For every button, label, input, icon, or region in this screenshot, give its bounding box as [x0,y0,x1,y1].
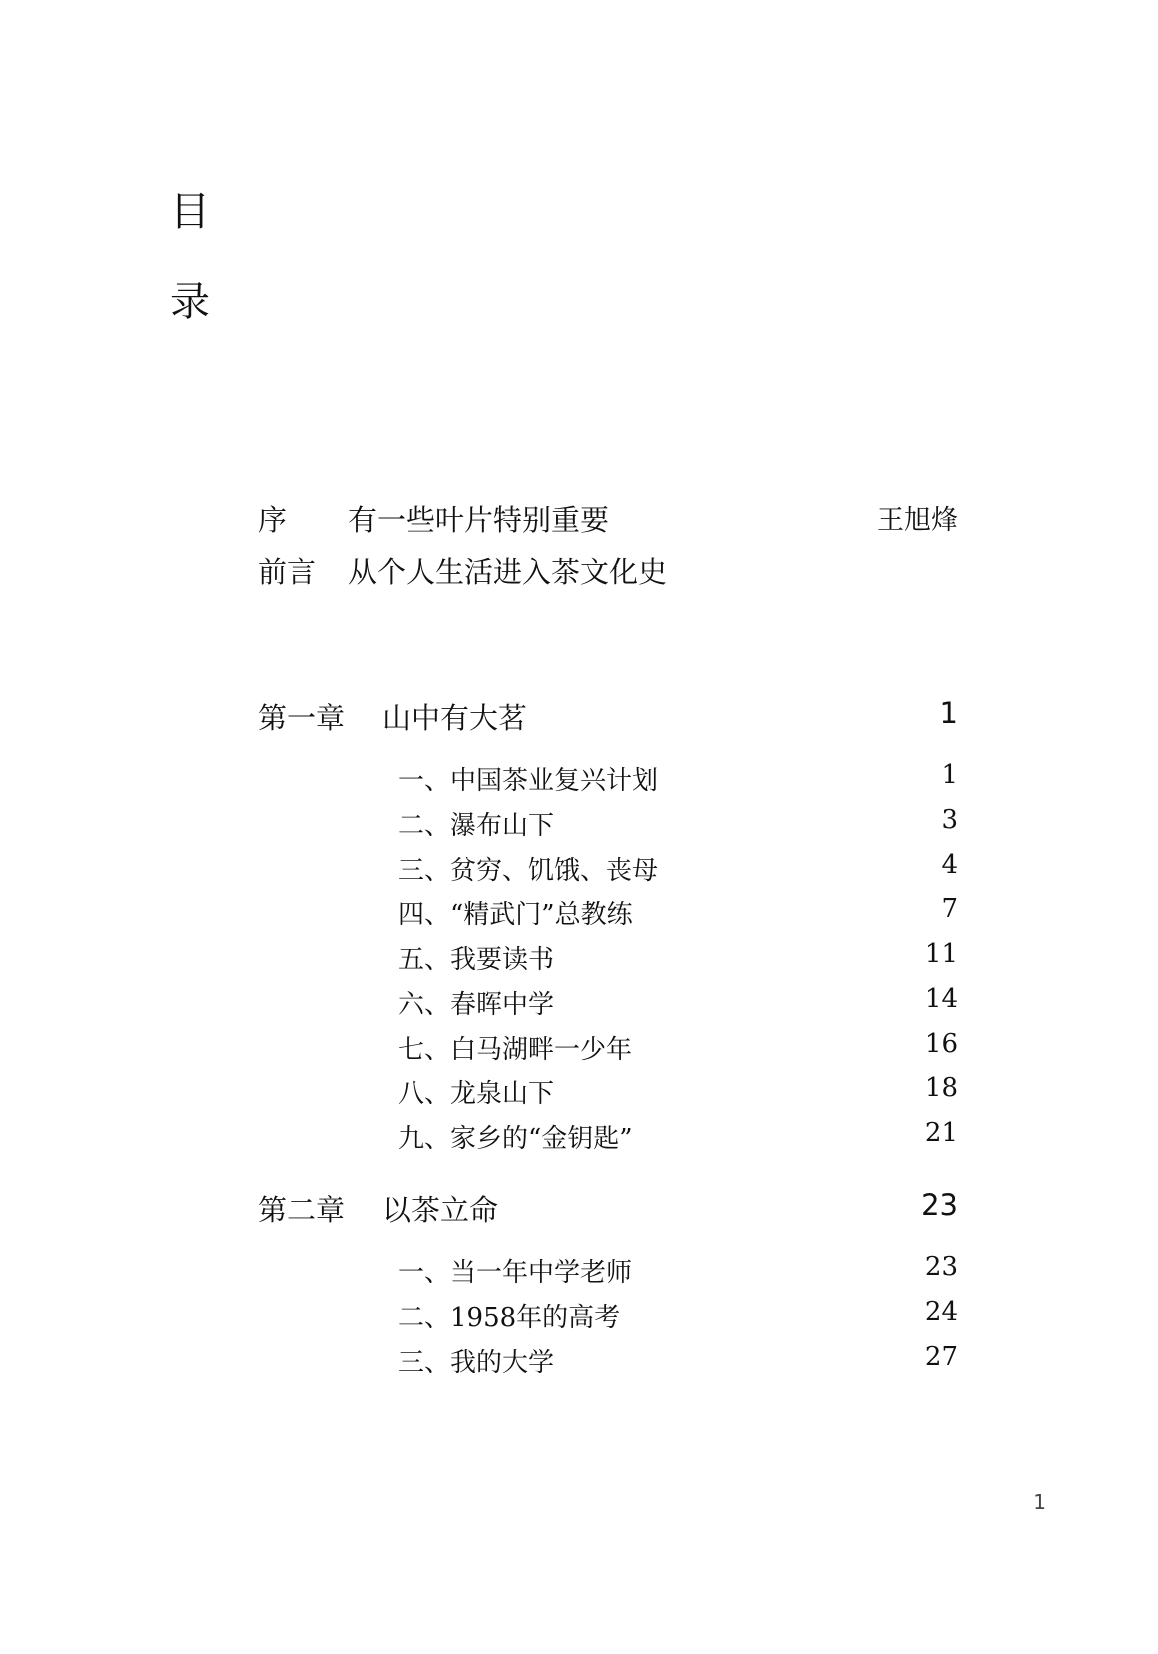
section-page: 18 [924,1073,958,1103]
section-page: 3 [941,805,958,835]
page-number: 1 [1033,1490,1046,1514]
chapter-page: 1 [939,696,958,730]
section-page: 23 [924,1252,958,1282]
section-title: 五、我要读书 [398,945,555,975]
section-page: 1 [941,760,958,790]
section-entry[interactable] [398,805,958,841]
section-entry[interactable] [398,1297,958,1333]
toc-title-char-2: 录 [170,279,210,325]
section-page: 21 [924,1118,958,1148]
section-page: 14 [924,984,958,1014]
chapter-title: 以茶立命 [382,1193,499,1227]
section-title: 二、1958年的高考 [398,1303,621,1333]
section-entry[interactable] [398,1252,958,1288]
section-page: 11 [924,939,958,969]
section-entry[interactable] [398,760,958,796]
section-entry[interactable] [398,939,958,975]
section-page: 16 [924,1029,958,1059]
section-entry[interactable] [398,1073,958,1109]
toc-title-char-1: 目 [170,189,210,235]
section-entry[interactable] [398,984,958,1020]
section-page: 4 [941,850,958,880]
section-entry[interactable] [398,1342,958,1378]
front-entry-label: 序 [258,503,288,537]
section-page: 7 [941,894,958,924]
section-entry[interactable] [398,1029,958,1065]
section-entry[interactable] [398,1118,958,1154]
section-title: 八、龙泉山下 [398,1079,555,1109]
chapter-heading[interactable] [258,696,958,736]
front-entry-title: 从个人生活进入茶文化史 [348,555,668,589]
front-entry-author: 王旭烽 [877,505,958,536]
section-page: 27 [924,1342,958,1372]
section-page: 24 [924,1297,958,1327]
section-title: 三、贫穷、饥饿、丧母 [398,856,659,886]
section-title: 二、瀑布山下 [398,811,555,841]
chapter-heading[interactable] [258,1188,958,1228]
section-title: 七、白马湖畔一少年 [398,1035,633,1065]
section-title: 三、我的大学 [398,1348,555,1378]
section-entry[interactable] [398,850,958,886]
section-title: 四、“精武门”总教练 [398,900,633,930]
section-title: 一、当一年中学老师 [398,1258,633,1288]
chapter-label: 第二章 [258,1193,346,1227]
section-title: 一、中国茶业复兴计划 [398,766,659,796]
section-title: 九、家乡的“金钥匙” [398,1124,633,1154]
section-entry[interactable] [398,894,958,930]
chapter-page: 23 [921,1188,958,1222]
chapter-title: 山中有大茗 [382,701,528,735]
front-entry-label: 前言 [258,555,317,589]
front-entry-foreword[interactable] [258,550,958,590]
section-title: 六、春晖中学 [398,990,555,1020]
front-entry-preface[interactable] [258,498,958,538]
chapter-label: 第一章 [258,701,346,735]
front-entry-title: 有一些叶片特别重要 [348,503,610,537]
